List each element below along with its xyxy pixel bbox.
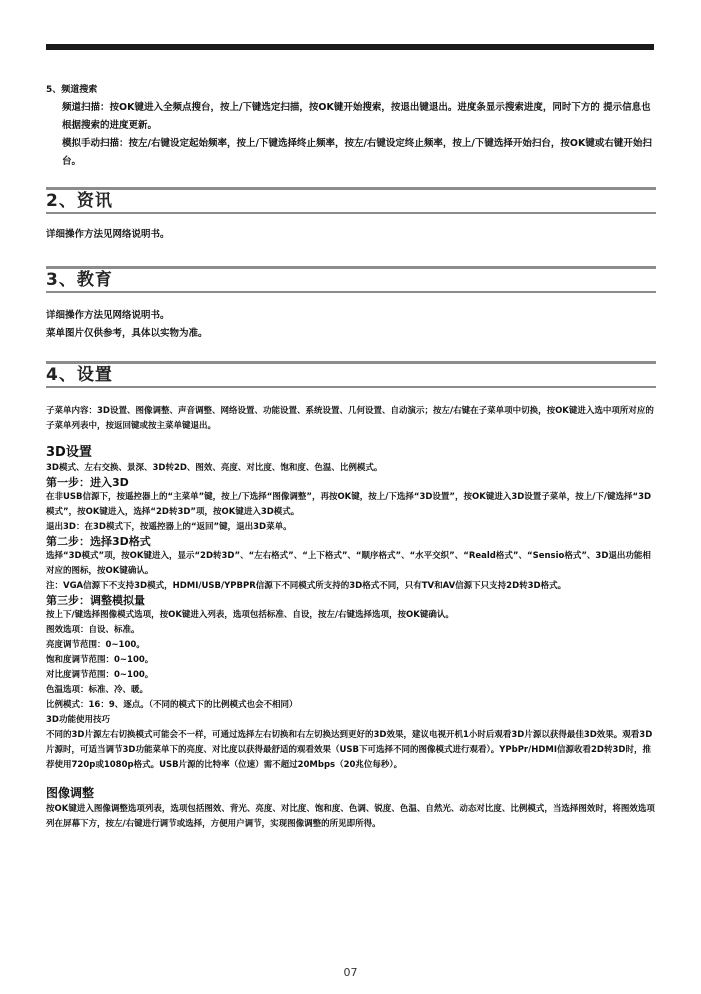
page-number: 07 [343, 966, 358, 979]
section-3-line-2: 菜单图片仅供参考，具体以实物为准。 [46, 328, 208, 339]
3d-settings-title: 3D设置 [46, 445, 92, 460]
section-4-heading-block [46, 361, 656, 388]
heading-rule-bottom [46, 291, 656, 293]
section-4-heading: 4、设置 [46, 365, 113, 385]
section-2-heading-block [46, 187, 656, 214]
step-2-title: 第二步：选择3D格式 [46, 535, 151, 548]
section-3-heading: 3、教育 [46, 270, 113, 290]
step-1-title: 第一步：进入3D [46, 476, 129, 489]
step-3-line: 3D功能使用技巧 [46, 715, 110, 725]
section-3-line-1: 详细操作方法见网络说明书。 [46, 310, 170, 321]
step-3-line: 按上下/键选择图像模式选项，按OK键进入列表，选项包括标准、自设，按左/右键选择选项，按OK键确认。 [46, 610, 454, 620]
section-5-title: 5、频道搜索 [46, 85, 98, 95]
step-3-title: 第三步：调整模拟量 [46, 594, 145, 607]
section-3-heading-block [46, 266, 656, 293]
step-1-text: 在非USB信源下，按遥控器上的“主菜单”键，按上/下选择“图像调整”，再按OK键，按上/下选择“3D设置”，按OK键进入3D设置子菜单，按上/下/键选择“3D模式”，按OK键进入，选择“2D转3D”项，按OK键进入3D模式。 [46, 492, 652, 517]
step-3-line: 饱和度调节范围：0~100。 [46, 655, 154, 665]
step-2-note: 注：VGA信源下不支持3D模式，HDMI/USB/YPBPR信源下不同模式所支持的3D格式不同，只有TV和AV信源下只支持2D转3D格式。 [46, 581, 567, 591]
step-3-line: 色温选项：标准、冷、暖。 [46, 685, 149, 695]
top-rule [46, 44, 654, 50]
step-1-exit: 退出3D：在3D模式下，按遥控器上的“返回”键，退出3D菜单。 [46, 522, 292, 532]
step-3-line: 亮度调节范围：0~100。 [46, 640, 145, 650]
channel-scan-paragraph: 频道扫描：按OK键进入全频点搜台，按上/下键选定扫描，按OK键开始搜索，按退出键退出。进度条显示搜索进度，同时下方的 提示信息也根据搜索的进度更新。 [62, 102, 651, 131]
step-3-line: 对比度调节范围：0~100。 [46, 670, 154, 680]
3d-tips-text: 不同的3D片源左右切换模式可能会不一样，可通过选择左右切换和右左切换达到更好的3D效果，建议电视开机1小时后观看3D片源以获得最佳3D效果。观看3D片源时，可适当调节3D功能菜单下的亮度、对比度以获得最舒适的观看效果（USB下可选择不同的图像模式进行观看）。YPbPr/HDMI信源收看2D转3D时，推荐使用720p或1080p格式。USB片源的比特率（位速）需不超过20Mbps（20兆位每秒）。 [46, 730, 653, 770]
section-4-intro: 子菜单内容：3D设置、图像调整、声音调整、网络设置、功能设置、系统设置、几何设置、自动演示；按左/右键在子菜单项中切换，按OK键进入选中项所对应的子菜单列表中，按返回键或按主菜单键退出。 [46, 406, 654, 431]
3d-settings-items: 3D模式、左右交换、景深、3D转2D、图效、亮度、对比度、饱和度、色温、比例模式。 [46, 463, 383, 473]
page-content [46, 84, 656, 832]
image-adjust-text: 按OK键进入图像调整选项列表，选项包括图效、背光、亮度、对比度、饱和度、色调、锐度、色温、自然光、动态对比度、比例模式，当选择图效时，将图效选项列在屏幕下方，按左/右键进行调节或选择，方便用户调节，实现图像调整的所见即所得。 [46, 804, 655, 829]
step-3-line: 比例模式：16：9、逐点。（不同的模式下的比例模式也会不相同） [46, 700, 298, 710]
heading-rule-bottom [46, 386, 656, 388]
section-2-text: 详细操作方法见网络说明书。 [46, 229, 170, 240]
step-3-line: 图效选项：自设、标准。 [46, 625, 140, 635]
step-2-text: 选择“3D模式”项，按OK键进入，显示“2D转3D”、“左右格式”、“上下格式”、“顺序格式”、“水平交织”、“Reald格式”、“Sensio格式”、3D退出功能相对应的图标，按OK键确认。 [46, 551, 651, 576]
heading-rule-bottom [46, 212, 656, 214]
manual-scan-paragraph: 模拟手动扫描：按左/右键设定起始频率，按上/下键选择终止频率，按左/右键设定终止频率，按上/下键选择开始扫台，按OK键或右键开始扫台。 [62, 138, 652, 167]
section-2-heading: 2、资讯 [46, 191, 113, 211]
image-adjust-title: 图像调整 [46, 786, 95, 800]
